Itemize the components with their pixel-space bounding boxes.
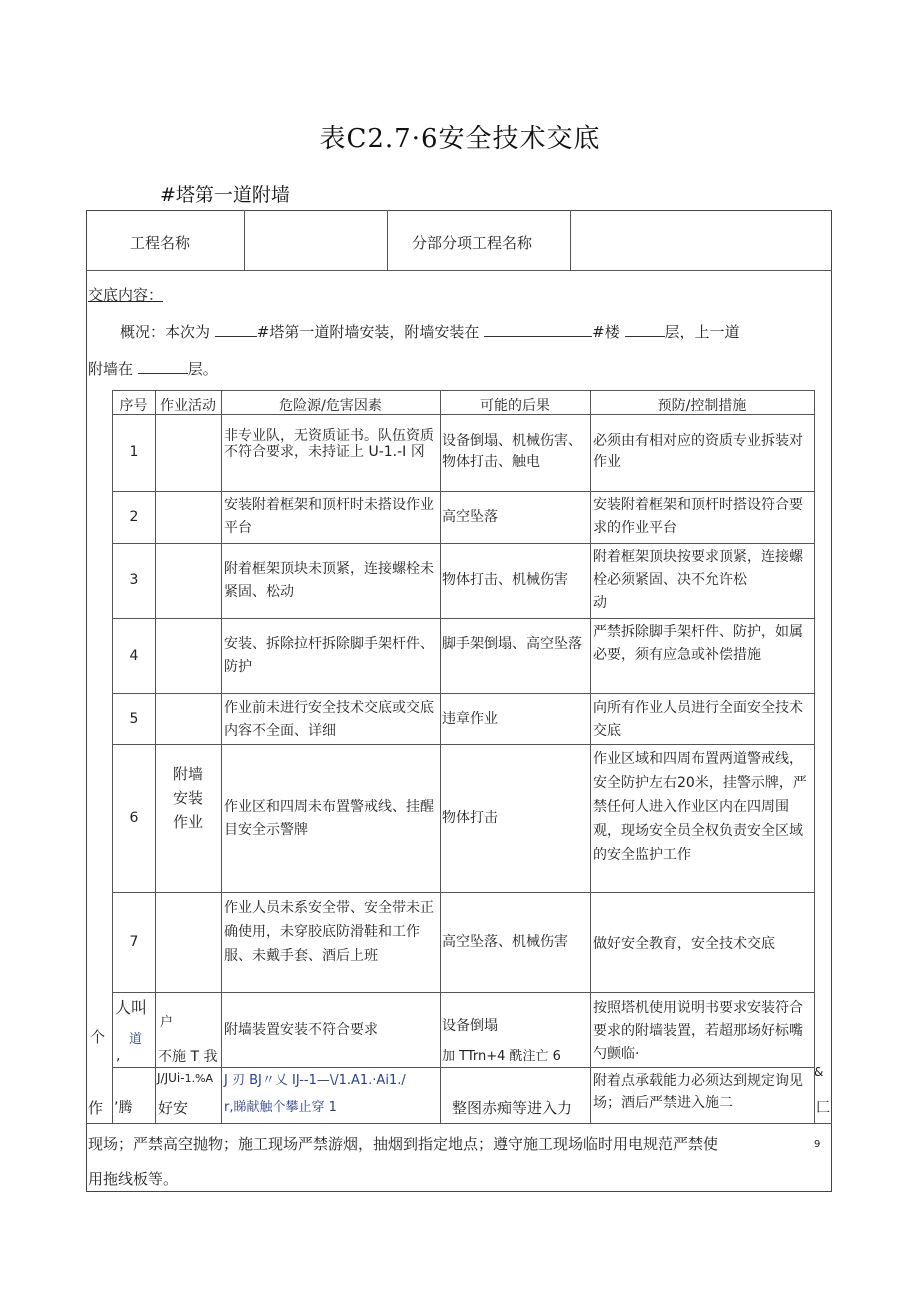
row-9-consequence: 整图赤痴等进入力 bbox=[452, 1099, 573, 1117]
row-3-measure: 附着框架顶块按要求顶紧，连接螺栓必须紧固、决不允许松 动 bbox=[593, 549, 803, 611]
row-9-hazard-b: r,睇献触个攀止穿 1 bbox=[224, 1100, 337, 1115]
row-7-no: 7 bbox=[129, 934, 139, 950]
right-mark-a: & bbox=[814, 1065, 824, 1079]
col1-mark-c: , bbox=[116, 1048, 121, 1064]
header-bottom-line bbox=[86, 270, 832, 271]
row-5-hazard: 作业前未进行安全技术交底或交底内容不全面、详细 bbox=[224, 700, 434, 739]
row-6-no: 6 bbox=[129, 810, 139, 826]
row-line-7 bbox=[112, 992, 814, 993]
col-header-no: 序号 bbox=[119, 398, 148, 414]
overview-part-4: 层，上一道 bbox=[664, 323, 740, 341]
row-2-consequence: 高空坠落 bbox=[442, 509, 498, 525]
row-5-no: 5 bbox=[129, 711, 139, 727]
row-4-no: 4 bbox=[129, 648, 139, 664]
content-label: 交底内容： bbox=[88, 286, 164, 304]
row-2-measure: 安装附着框架和顶杆时搭设符合要求的作业平台 bbox=[593, 497, 803, 536]
row-8-consequence-2: 加 TTrn+4 酰注亡 6 bbox=[442, 1049, 561, 1064]
overview-line-1 bbox=[120, 321, 740, 342]
row-7-measure: 做好安全教育，安全技术交底 bbox=[593, 936, 775, 952]
row-3-consequence: 物体打击、机械伤害 bbox=[442, 572, 568, 588]
header-divider-3 bbox=[570, 210, 571, 270]
footer-line-2: 用拖线板等。 bbox=[88, 1170, 179, 1188]
overview-part-6: 层。 bbox=[187, 360, 218, 378]
col2-mark-c bbox=[157, 1068, 213, 1089]
overview-part-1: 概况：本次为 bbox=[120, 323, 211, 341]
row-4-measure: 严禁拆除脚手架杆件、防护，如属必要，须有应急或补偿措施 bbox=[593, 624, 803, 663]
overview-part-2: #塔第一道附墙安装，附墙安装在 bbox=[256, 323, 480, 341]
row-2-hazard: 安装附着框架和顶杆时未搭设作业平台 bbox=[224, 497, 434, 536]
row-5-measure: 向所有作业人员进行全面安全技术交底 bbox=[593, 700, 803, 739]
row-1-no: 1 bbox=[129, 444, 139, 460]
floor-building-blank bbox=[484, 322, 592, 337]
header-divider-1 bbox=[244, 210, 245, 270]
footer-line-1: 现场；严禁高空抛物；施工现场严禁游烟，抽烟到指定地点；遵守施工现场临时用电规范严禁使 bbox=[88, 1135, 719, 1153]
row-8-hazard: 附墙装置安装不符合要求 bbox=[224, 1022, 378, 1038]
col2-mark-c-small: 1.%A bbox=[184, 1072, 214, 1085]
row-7-consequence: 高空坠落、机械伤害 bbox=[442, 934, 568, 950]
table-bottom-line bbox=[86, 1123, 832, 1124]
table-top-line bbox=[112, 390, 814, 391]
row-6-measure: 作业区域和四周布置两道警戒线，安全防护左右20米，挂警示牌，严禁任何人进入作业区内在四周围观，现场安全员全权负责安全区域的安全监护工作 bbox=[593, 751, 807, 863]
col-header-measure: 预防/控制措施 bbox=[657, 398, 747, 414]
document-subtitle: #塔第一道附墙 bbox=[160, 184, 290, 206]
building-blank bbox=[215, 322, 257, 337]
col2-mark-b: 不施 T 我 bbox=[158, 1049, 218, 1065]
col2-mark-d: 好安 bbox=[158, 1099, 189, 1117]
header-divider-2 bbox=[387, 210, 388, 270]
col2-mark-c-main: J/JUi- bbox=[157, 1071, 185, 1085]
col1-mark-b: 道 bbox=[129, 1032, 143, 1047]
row-line-4 bbox=[112, 693, 814, 694]
col-line-5 bbox=[814, 390, 815, 1123]
row-4-consequence: 脚手架倒塌、高空坠落 bbox=[442, 636, 582, 652]
right-mark-b: 匚 bbox=[816, 1100, 830, 1116]
overview-line-2 bbox=[88, 358, 218, 379]
floor-blank bbox=[625, 322, 665, 337]
col-line-0 bbox=[112, 390, 113, 1123]
row-line-5 bbox=[112, 744, 814, 745]
upper-floor-blank bbox=[138, 359, 188, 374]
col2-mark-a: 户 bbox=[160, 1015, 174, 1030]
row-line-3 bbox=[112, 618, 814, 619]
overview-part-3: #楼 bbox=[592, 323, 620, 341]
left-mark-b: 作 bbox=[88, 1099, 104, 1117]
row-1-hazard: 非专业队，无资质证书。队伍资质不符合要求，未持证上 U-1.-I 冈 bbox=[224, 428, 434, 460]
left-mark-a: 个 bbox=[90, 1028, 106, 1046]
col-line-1 bbox=[155, 390, 156, 1123]
row-3-no: 3 bbox=[129, 572, 139, 588]
col-line-2 bbox=[221, 390, 222, 1123]
row-1-measure: 必须由有相对应的资质专业拆装对作业 bbox=[593, 433, 803, 470]
project-name-label: 工程名称 bbox=[130, 234, 191, 252]
row-6-consequence: 物体打击 bbox=[442, 810, 498, 826]
row-9-hazard-a: J 刃 BJ〃乂 IJ--1—\/1.A1.·Ai1./ bbox=[224, 1073, 406, 1088]
col-header-activity: 作业活动 bbox=[160, 398, 216, 414]
row-8-consequence: 设备倒塌 bbox=[442, 1018, 498, 1034]
activity-cell: 附墙 安装 作业 bbox=[172, 765, 203, 831]
overview-part-5: 附墙在 bbox=[88, 360, 134, 378]
row-4-hazard: 安装、拆除拉杆拆除脚手架杆件、防护 bbox=[224, 636, 434, 675]
row-line-1 bbox=[112, 491, 814, 492]
sub-project-label: 分部分项工程名称 bbox=[412, 234, 533, 252]
right-mark-c: 9 bbox=[814, 1139, 821, 1150]
row-8-measure: 按照塔机使用说明书要求安装符合要求的附墙装置，若超那场好标嘴勺颤临· bbox=[593, 1000, 803, 1062]
col-line-4 bbox=[590, 390, 591, 1123]
col-header-hazard: 危险源/危害因素 bbox=[279, 398, 382, 414]
row-7-hazard: 作业人员未系安全带、安全带未正确使用，未穿胶底防滑鞋和工作服、未戴手套、酒后上班 bbox=[224, 900, 434, 964]
row-6-hazard: 作业区和四周未布置警戒线、挂醒目安全示警牌 bbox=[224, 799, 434, 838]
row-1-consequence: 设备倒塌、机械伤害、物体打击、触电 bbox=[442, 433, 582, 470]
col1-mark-a: 人叫 bbox=[115, 998, 148, 1017]
row-3-hazard: 附着框架顶块未顶紧，连接螺栓未紧固、松动 bbox=[224, 561, 434, 600]
col1-mark-d: ’腾 bbox=[114, 1100, 133, 1116]
row-line-6 bbox=[112, 892, 814, 893]
row-5-consequence: 违章作业 bbox=[442, 711, 498, 727]
col-line-3 bbox=[440, 390, 441, 1123]
row-9-measure: 附着点承载能力必须达到规定询见场；酒后严禁进入施二 bbox=[593, 1073, 803, 1111]
row-line-2 bbox=[112, 543, 814, 544]
document-title: 表C2.7·6安全技术交底 bbox=[319, 124, 601, 154]
col-header-consequence: 可能的后果 bbox=[480, 398, 550, 414]
row-2-no: 2 bbox=[129, 509, 139, 525]
